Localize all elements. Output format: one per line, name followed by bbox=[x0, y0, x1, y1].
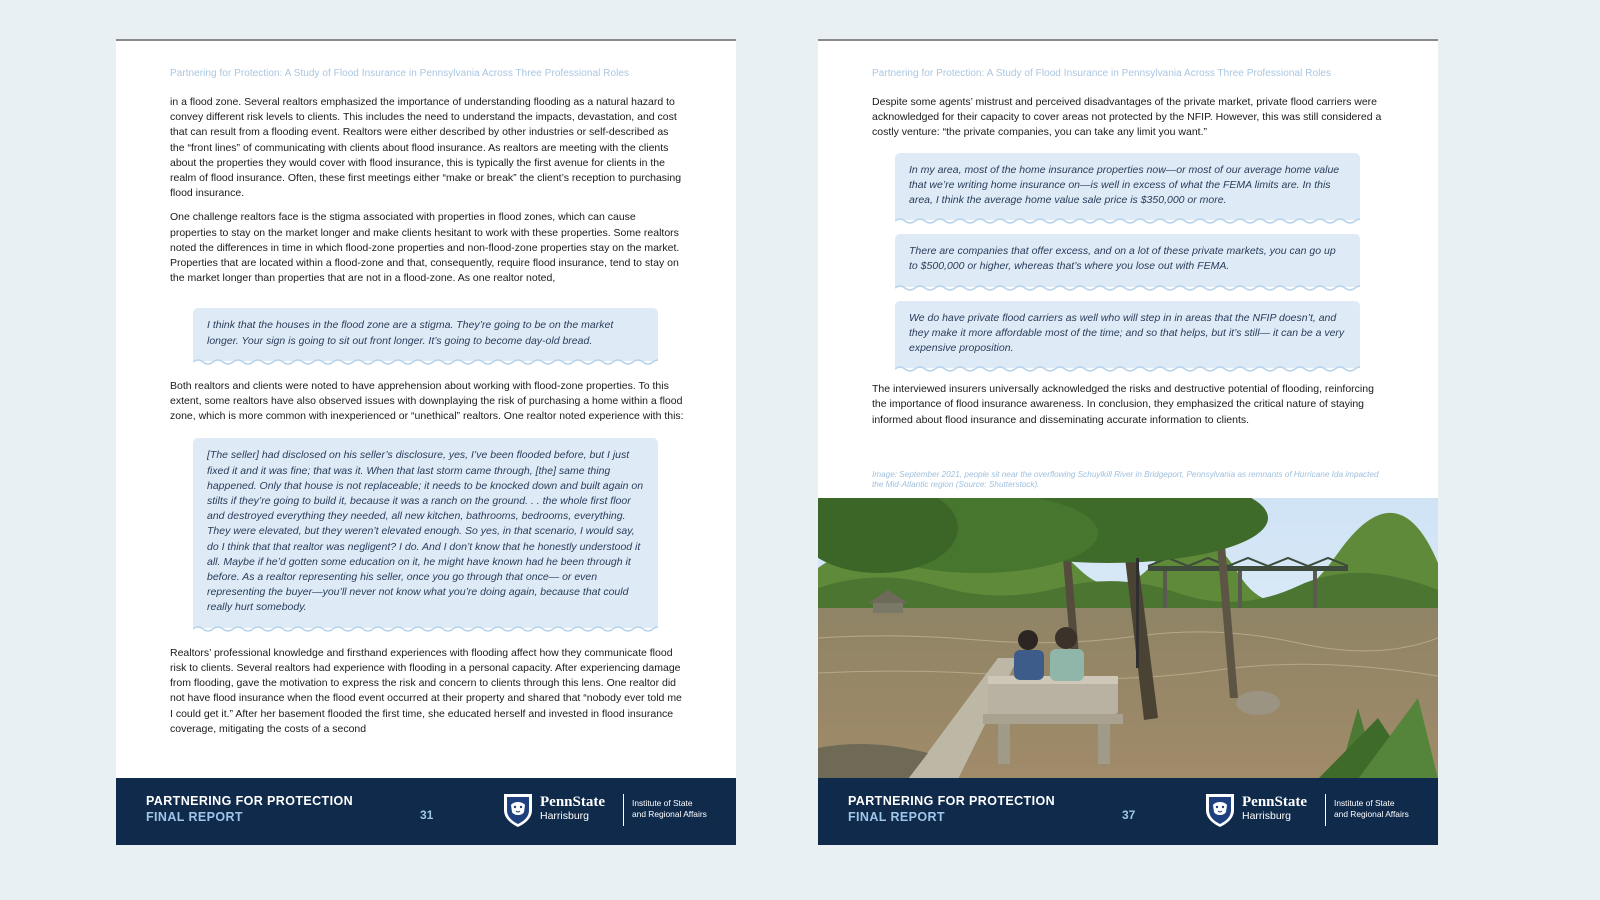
flood-photo bbox=[818, 498, 1438, 779]
report-title-line1: PARTNERING FOR PROTECTION bbox=[848, 794, 1055, 808]
running-head: Partnering for Protection: A Study of Flood Insurance in Pennsylvania Across Three Professional Roles bbox=[872, 68, 1331, 79]
page-footer bbox=[116, 778, 736, 845]
institute-line1: Institute of State bbox=[632, 798, 693, 808]
report-title bbox=[146, 793, 353, 825]
page-body bbox=[872, 95, 1386, 437]
body-paragraph: Realtors’ professional knowledge and firsthand experiences with flooding affect how they communicate flood risk to clients. Several realtors had experience with flooding in a personal capacity. After experiencing damage from flooding, gave the motivation to express the risk and concern to clients through this lens. One realtor did not have flood insurance when the flood event occurred at their property and shared that “nobody ever told me I could get it.” After her basement flooded the first time, she educated herself and invested in flood insurance coverage, mitigating the costs of a second bbox=[170, 646, 682, 735]
quote-text: We do have private flood carriers as well who will step in in areas that the NFIP doesn’t, and they make it more affordable most of the time; and so that helps, but it’s still— it can be a very expensive proposition. bbox=[909, 311, 1345, 355]
report-page-37 bbox=[818, 39, 1438, 845]
body-paragraph: in a flood zone. Several realtors emphasized the importance of understanding flooding as a natural hazard to convey different risk levels to clients. This includes the need to understand the impacts, devastation, and cost that can result from a flooding event. Realtors were either described by other industries or self-described as the “front lines” of communicating with clients about flood insurance. As realtors are meeting with the clients about the properties they would cover with flood insurance, this is typically the first avenue for clients in the realm of flood insurance. Often, these first meetings either “make or break” the client’s reception to purchasing flood insurance. bbox=[170, 96, 682, 200]
flood-photo-illustration bbox=[818, 498, 1438, 779]
wave-border bbox=[193, 358, 658, 366]
report-title-line1: PARTNERING FOR PROTECTION bbox=[146, 794, 353, 808]
wave-border bbox=[895, 217, 1360, 225]
campus-name: Harrisburg bbox=[540, 810, 590, 822]
logo-divider bbox=[1325, 794, 1326, 826]
penn-state-shield-icon bbox=[1204, 792, 1236, 828]
pull-quote bbox=[895, 234, 1360, 286]
university-name: PennState bbox=[540, 794, 605, 810]
quote-text: There are companies that offer excess, and on a lot of these private markets, you can go up to $500,000 or higher, whereas that’s where you lose out with FEMA. bbox=[909, 245, 1336, 273]
institute-name bbox=[1334, 798, 1424, 819]
quote-text: In my area, most of the home insurance properties now—or most of our average home value that we’re writing home insurance on—is well in excess of what the FEMA limits are. In this area, I think the average home value sale price is $350,000 or more. bbox=[909, 163, 1340, 207]
penn-state-shield-icon bbox=[502, 792, 534, 828]
page-number: 31 bbox=[420, 808, 434, 822]
body-paragraph: The interviewed insurers universally acknowledged the risks and destructive potential of flooding, reinforcing the importance of flood insurance awareness. In conclusion, they emphasized the critical nature of staying informed about flood insurance and disseminating accurate information to clients. bbox=[872, 383, 1374, 426]
report-page-31 bbox=[116, 39, 736, 845]
university-name: PennState bbox=[1242, 794, 1307, 810]
page-body bbox=[170, 95, 684, 746]
page-footer bbox=[818, 778, 1438, 845]
report-title-line2: FINAL REPORT bbox=[146, 810, 243, 824]
institute-line1: Institute of State bbox=[1334, 798, 1395, 808]
institute-line2: and Regional Affairs bbox=[1334, 808, 1409, 819]
image-caption: Image: September 2021, people sit near the overflowing Schuylkill River in Bridgeport, Pennsylvania as remnants of Hurricane Ida impacted the Mid-Atlantic region (Source: Shutterstock). bbox=[872, 470, 1379, 489]
body-paragraph: Despite some agents’ mistrust and perceived disadvantages of the private market, private flood carriers were acknowledged for their capacity to cover areas not protected by the NFIP. However, this was still considered a costly venture: “the private companies, you can take any limit you want.” bbox=[872, 96, 1382, 139]
wave-border bbox=[193, 625, 658, 633]
pull-quote bbox=[895, 301, 1360, 369]
running-head: Partnering for Protection: A Study of Flood Insurance in Pennsylvania Across Three Professional Roles bbox=[170, 68, 629, 79]
report-title-line2: FINAL REPORT bbox=[848, 810, 945, 824]
institute-line2: and Regional Affairs bbox=[632, 808, 707, 819]
pull-quote bbox=[895, 153, 1360, 221]
university-wordmark bbox=[1242, 794, 1307, 823]
page-number: 37 bbox=[1122, 808, 1136, 822]
body-paragraph: Both realtors and clients were noted to have apprehension about working with flood-zone properties. To this extent, some realtors have also observed issues with downplaying the risk of purchasing a home within a flood zone, which is more common with inexperienced or “unethical” realtors. One realtor noted experience with this: bbox=[170, 379, 684, 423]
pull-quote bbox=[193, 438, 658, 627]
pull-quote bbox=[193, 308, 658, 360]
quote-text: I think that the houses in the flood zone are a stigma. They’re going to be on the market longer. Your sign is going to sit out front longer. It’s going to become day-old bread. bbox=[207, 319, 614, 347]
logo-divider bbox=[623, 794, 624, 826]
wave-border bbox=[895, 365, 1360, 373]
wave-border bbox=[895, 284, 1360, 292]
institute-name bbox=[632, 798, 722, 819]
report-title bbox=[848, 793, 1055, 825]
quote-text: [The seller] had disclosed on his seller’s disclosure, yes, I’ve been flooded before, but I just fixed it and it was fine; that was it. When that last storm came through, [the] same thing happened. Only that house is not replaceable; it needs to be knocked down and built again on stilts if they’re going to build it, because it was a ranch on the ground. . . the whole first floor and destroyed everything they needed, all new kitchen, bathrooms, bedrooms, everything. They were elevated, but they weren’t elevated enough. So yes, in that scenario, I would say, do I think that that realtor was negligent? I do. And I don’t know that he honestly understood it all. Maybe if he’d gotten some education on it, he might have known had he been through it before. As a realtor representing his seller, once you go through that once— or even representing the buyer—you’ll never not know what you’re doing again, because that could really hurt somebody. bbox=[207, 449, 644, 614]
campus-name: Harrisburg bbox=[1242, 810, 1292, 822]
body-paragraph: One challenge realtors face is the stigma associated with properties in flood zones, which can cause properties to stay on the market longer and make clients hesitant to work with these properties. Some realtors noted the differences in time in which flood-zone properties and non-flood-zone properties stay on the market. Properties that are located within a flood-zone and that, consequently, require flood insurance, tend to stay on the market longer than properties that are not in a flood-zone. As one realtor noted, bbox=[170, 211, 680, 285]
university-wordmark bbox=[540, 794, 605, 823]
